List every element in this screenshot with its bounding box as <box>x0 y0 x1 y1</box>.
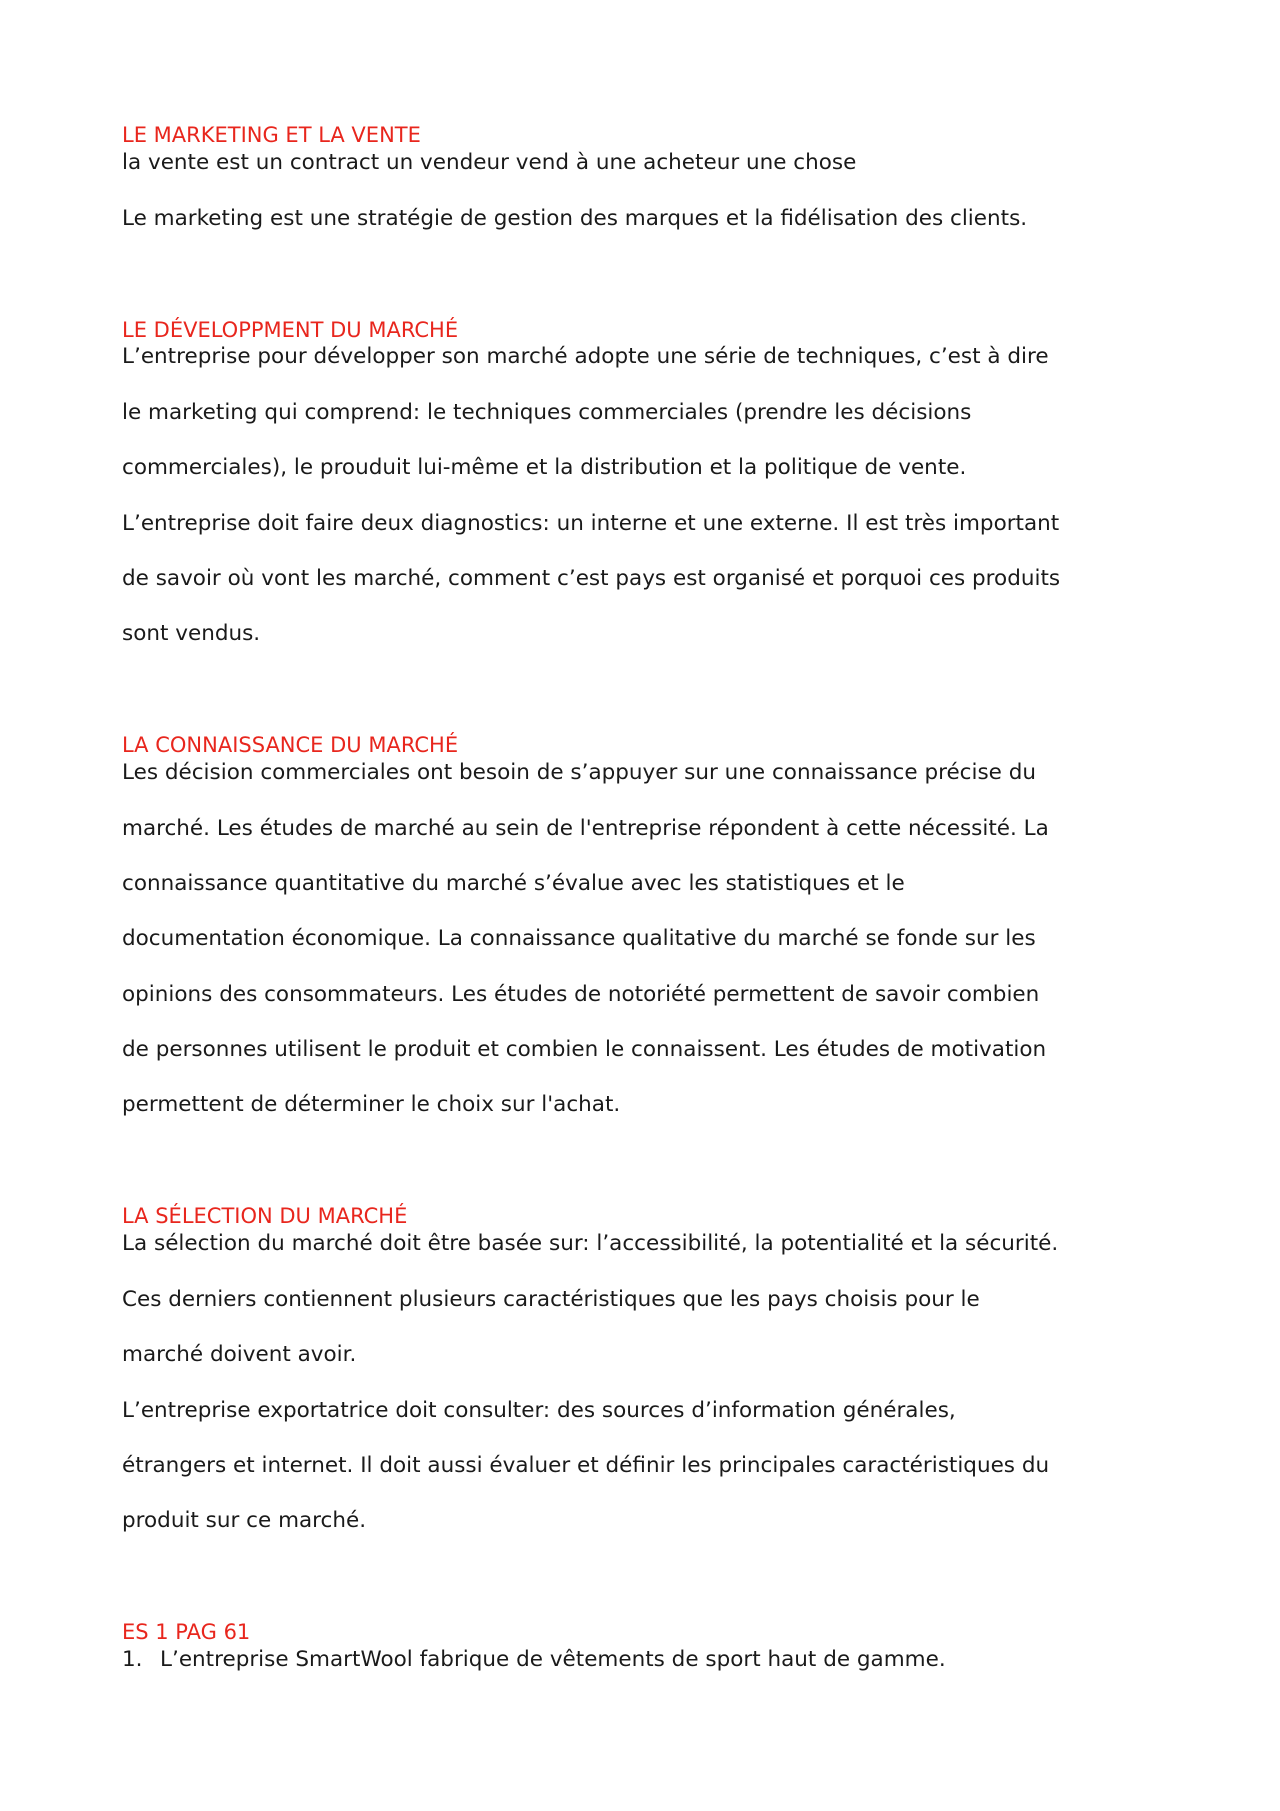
section-heading-developpement-marche: LE DÉVELOPPMENT DU MARCHÉ <box>122 318 459 342</box>
paragraph-line: sont vendus. <box>122 621 261 646</box>
paragraph-line: L’entreprise pour développer son marché adopte une série de techniques, c’est à dire <box>122 344 1049 369</box>
paragraph-line: la vente est un contract un vendeur vend à une acheteur une chose <box>122 150 857 175</box>
list-item-number: 1. <box>122 1647 143 1672</box>
paragraph-line: La sélection du marché doit être basée sur: l’accessibilité, la potentialité et la sécurité. <box>122 1231 1059 1256</box>
paragraph-line: Ces derniers contiennent plusieurs caractéristiques que les pays choisis pour le <box>122 1287 980 1312</box>
section-heading-exercise: ES 1 PAG 61 <box>122 1620 251 1644</box>
paragraph-line: de personnes utilisent le produit et combien le connaissent. Les études de motivation <box>122 1037 1047 1062</box>
paragraph-line: Les décision commerciales ont besoin de s’appuyer sur une connaissance précise du <box>122 760 1037 785</box>
paragraph-line: permettent de déterminer le choix sur l'achat. <box>122 1092 621 1117</box>
paragraph-line: documentation économique. La connaissance qualitative du marché se fonde sur les <box>122 926 1036 951</box>
paragraph-line: L’entreprise doit faire deux diagnostics: un interne et une externe. Il est très important <box>122 511 1060 536</box>
paragraph-line: produit sur ce marché. <box>122 1508 367 1533</box>
section-heading-connaissance-marche: LA CONNAISSANCE DU MARCHÉ <box>122 733 459 757</box>
paragraph-line: connaissance quantitative du marché s’évalue avec les statistiques et le <box>122 871 905 896</box>
paragraph-line: opinions des consommateurs. Les études de notoriété permettent de savoir combien <box>122 982 1040 1007</box>
section-heading-selection-marche: LA SÉLECTION DU MARCHÉ <box>122 1204 408 1228</box>
paragraph-line: marché. Les études de marché au sein de l'entreprise répondent à cette nécessité. La <box>122 816 1049 841</box>
paragraph-line: marché doivent avoir. <box>122 1342 357 1367</box>
paragraph-line: le marketing qui comprend: le techniques commerciales (prendre les décisions <box>122 400 972 425</box>
paragraph-line: commerciales), le prouduit lui-même et la distribution et la politique de vente. <box>122 455 967 480</box>
paragraph-line: de savoir où vont les marché, comment c’est pays est organisé et porquoi ces produits <box>122 566 1061 591</box>
list-item-text: L’entreprise SmartWool fabrique de vêtements de sport haut de gamme. <box>160 1647 946 1672</box>
paragraph-line: L’entreprise exportatrice doit consulter: des sources d’information générales, <box>122 1398 956 1423</box>
list-item <box>122 1646 946 1674</box>
paragraph-line: Le marketing est une stratégie de gestion des marques et la fidélisation des clients. <box>122 206 1028 231</box>
paragraph-line: étrangers et internet. Il doit aussi évaluer et définir les principales caractéristiques du <box>122 1453 1050 1478</box>
section-heading-marketing-vente: LE MARKETING ET LA VENTE <box>122 123 421 147</box>
